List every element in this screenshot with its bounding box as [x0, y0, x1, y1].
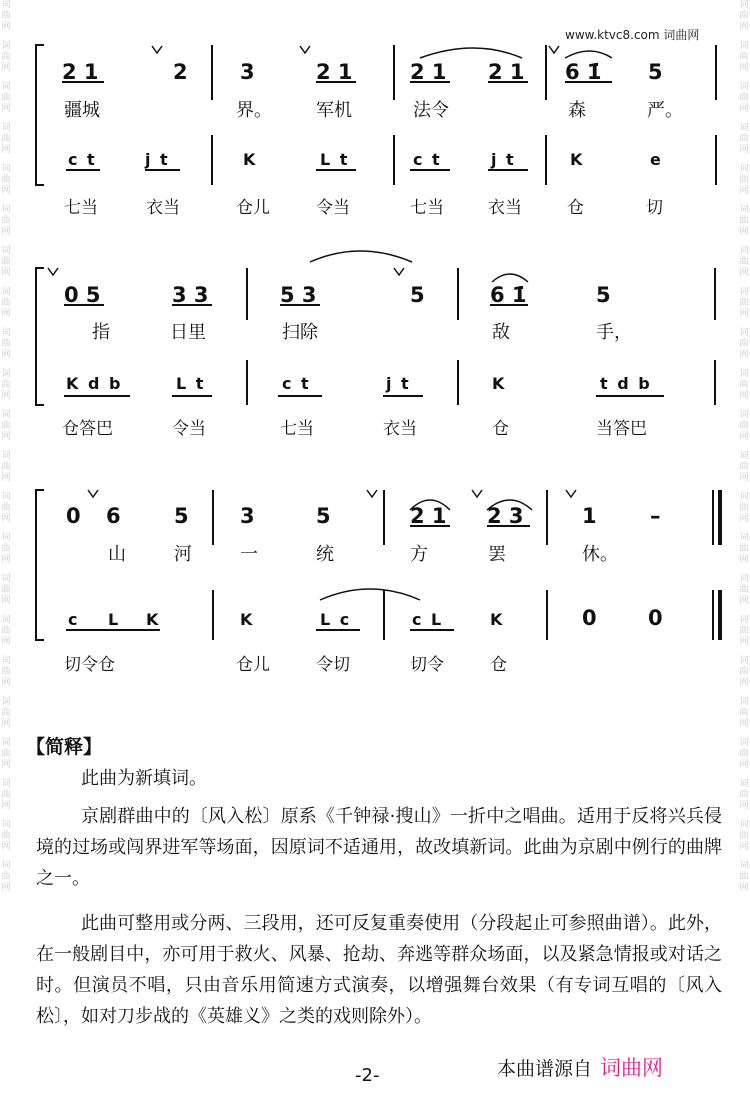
watermark-char: 曲	[739, 52, 749, 62]
percussion-symbol: L t	[176, 374, 206, 393]
watermark-char: 曲	[739, 503, 749, 513]
percussion-symbol: K	[570, 150, 585, 169]
note: 6	[106, 504, 121, 528]
watermark-char: 词	[739, 0, 749, 10]
watermark-glyph	[738, 861, 750, 894]
percussion-symbol: t d b	[600, 374, 652, 393]
percussion-symbol: c t	[282, 374, 311, 393]
watermark-char: 词	[1, 369, 11, 379]
watermark-char: 词	[739, 574, 749, 584]
watermark-char: 网	[1, 104, 11, 114]
watermark-glyph	[0, 779, 12, 812]
breath-mark	[88, 490, 98, 497]
watermark-char: 网	[1, 145, 11, 155]
breath-mark	[152, 46, 162, 53]
watermark-char: 网	[739, 309, 749, 319]
slur	[320, 589, 420, 600]
slur	[565, 51, 612, 58]
lyric: 一	[240, 544, 258, 565]
watermark-char: 网	[1, 514, 11, 524]
syllable: 仓	[490, 655, 507, 675]
source-credit	[497, 1052, 663, 1082]
watermark-char: 曲	[1, 175, 11, 185]
watermark-char: 曲	[1, 298, 11, 308]
syllable: 衣当	[146, 198, 180, 218]
note: 2 1	[410, 60, 447, 84]
lyric: 界。	[236, 100, 272, 121]
watermark-char: 词	[1, 123, 11, 133]
watermark-char: 曲	[739, 667, 749, 677]
watermark-char: 网	[1, 678, 11, 688]
lyric: 日里	[170, 322, 206, 343]
syllable: 仓儿	[236, 655, 270, 675]
watermark-char: 网	[739, 391, 749, 401]
watermark-char: 网	[739, 350, 749, 360]
watermark-char: 词	[1, 410, 11, 420]
watermark-char: 网	[739, 104, 749, 114]
watermark-char: 词	[739, 820, 749, 830]
watermark-char: 曲	[1, 503, 11, 513]
note: 0 5	[64, 283, 101, 307]
note: 2 1	[316, 60, 353, 84]
syllable: 切	[646, 198, 663, 218]
watermark-char: 网	[1, 637, 11, 647]
note: 5	[316, 504, 331, 528]
syllable: 令切	[316, 655, 350, 675]
percussion-symbol: c	[68, 610, 80, 629]
watermark-char: 网	[1, 268, 11, 278]
note: 5	[596, 283, 611, 307]
notes-paragraph: 京剧群曲中的〔风入松〕原系《千钟禄·搜山》一折中之唱曲。适用于反将兴兵侵境的过场或闯界进军等场面，因原词不适通用，故改填新词。此曲为京剧中例行的曲牌之一。	[36, 806, 722, 889]
percussion-symbol: K	[146, 610, 161, 629]
watermark-char: 词	[739, 492, 749, 502]
watermark-char: 曲	[1, 380, 11, 390]
watermark-char: 网	[1, 227, 11, 237]
watermark-char: 曲	[739, 380, 749, 390]
lyric: 森	[568, 100, 586, 121]
watermark-char: 词	[739, 246, 749, 256]
note: 2 3	[487, 504, 524, 528]
watermark-char: 网	[1, 555, 11, 565]
percussion-symbol: K	[492, 374, 507, 393]
note: 5	[410, 283, 425, 307]
watermark-char: 曲	[1, 462, 11, 472]
lyric: 敌	[492, 322, 510, 343]
breath-mark	[367, 490, 377, 497]
lyric: 手，	[596, 322, 632, 343]
watermark-char: 词	[1, 0, 11, 10]
syllable: 七当	[410, 198, 444, 218]
note: 5	[648, 60, 663, 84]
syllable: 切令	[410, 655, 444, 675]
percussion-symbol: L t	[320, 150, 350, 169]
watermark-char: 曲	[739, 626, 749, 636]
watermark-glyph	[738, 820, 750, 853]
percussion-symbol: L	[108, 610, 121, 629]
syllable: 仓儿	[236, 198, 270, 218]
watermark-char: 网	[739, 473, 749, 483]
watermark-char: 词	[1, 328, 11, 338]
watermark-char: 网	[1, 63, 11, 73]
watermark-char: 词	[1, 533, 11, 543]
watermark-char: 曲	[1, 667, 11, 677]
lyric: 扫除	[282, 322, 318, 343]
watermark-char: 曲	[1, 421, 11, 431]
lyric: 指	[92, 322, 110, 343]
watermark-char: 词	[739, 533, 749, 543]
syllable: 仓	[492, 419, 509, 439]
percussion-symbol: K	[490, 610, 505, 629]
note: 2 1	[410, 504, 447, 528]
watermark-char: 词	[1, 205, 11, 215]
system-3-brace	[36, 490, 44, 640]
lyric: 罢	[488, 544, 506, 565]
watermark-glyph	[0, 738, 12, 771]
watermark-char: 网	[739, 432, 749, 442]
syllable: 仓	[567, 198, 584, 218]
watermark-char: 词	[739, 656, 749, 666]
watermark-char: 曲	[739, 749, 749, 759]
watermark-char: 词	[739, 205, 749, 215]
watermark-char: 词	[1, 492, 11, 502]
note: 6 1̇	[490, 283, 527, 307]
lyric: 军机	[316, 100, 352, 121]
watermark-char: 曲	[1, 790, 11, 800]
slur	[420, 48, 522, 58]
watermark-char: 网	[739, 801, 749, 811]
watermark-char: 曲	[1, 544, 11, 554]
note: –	[650, 504, 661, 528]
watermark-char: 曲	[739, 339, 749, 349]
watermark-char: 曲	[739, 421, 749, 431]
note: 3 3	[172, 283, 209, 307]
watermark-char: 词	[739, 328, 749, 338]
watermark-char: 词	[1, 287, 11, 297]
note: 5	[174, 504, 189, 528]
note: 0	[66, 504, 81, 528]
note: 3	[240, 60, 255, 84]
watermark-char: 曲	[739, 216, 749, 226]
page-number: -2-	[355, 1065, 380, 1086]
watermark-char: 网	[1, 432, 11, 442]
percussion-symbol: K d b	[66, 374, 123, 393]
percussion-symbol: j t	[145, 150, 170, 169]
percussion-symbol: c t	[68, 150, 97, 169]
watermark-char: 曲	[1, 134, 11, 144]
watermark-char: 曲	[739, 257, 749, 267]
watermark-char: 词	[739, 697, 749, 707]
watermark-char: 曲	[739, 708, 749, 718]
notes-heading: 【简释】	[26, 736, 103, 758]
watermark-char: 曲	[739, 790, 749, 800]
watermark-char: 曲	[1, 93, 11, 103]
watermark-glyph	[738, 779, 750, 812]
watermark-char: 网	[739, 842, 749, 852]
note: 2 1	[488, 60, 525, 84]
source-label: 本曲谱源自	[497, 1058, 593, 1080]
syllable: 当答巴	[596, 419, 647, 439]
percussion-symbol: K	[240, 610, 255, 629]
watermark-char: 词	[739, 164, 749, 174]
percussion-symbol: e	[650, 150, 663, 169]
note: 2 1	[62, 60, 99, 84]
watermark-char: 网	[1, 801, 11, 811]
system-1-brace	[36, 45, 44, 185]
watermark-char: 词	[1, 574, 11, 584]
watermark-char: 曲	[1, 626, 11, 636]
watermark-char: 网	[739, 63, 749, 73]
rest-zero: 0	[648, 606, 663, 630]
watermark-char: 词	[739, 123, 749, 133]
watermark-char: 词	[739, 779, 749, 789]
note: 1	[582, 504, 597, 528]
watermark-char: 词	[1, 615, 11, 625]
watermark-char: 词	[1, 861, 11, 871]
watermark-char: 词	[1, 82, 11, 92]
watermark-char: 网	[739, 678, 749, 688]
watermark-char: 曲	[739, 93, 749, 103]
watermark-char: 曲	[739, 175, 749, 185]
watermark-char: 词	[1, 779, 11, 789]
watermark-char: 词	[1, 697, 11, 707]
watermark-char: 曲	[739, 134, 749, 144]
breath-mark	[549, 46, 559, 53]
watermark-char: 网	[739, 227, 749, 237]
watermark-char: 网	[739, 186, 749, 196]
syllable: 切令仓	[64, 655, 115, 675]
watermark-char: 词	[1, 451, 11, 461]
syllable: 衣当	[383, 419, 417, 439]
notes-paragraph: 此曲为新填词。	[81, 768, 207, 789]
watermark-char: 曲	[1, 831, 11, 841]
watermark-char: 曲	[739, 585, 749, 595]
watermark-char: 曲	[1, 585, 11, 595]
rest-zero: 0	[582, 606, 597, 630]
watermark-char: 曲	[739, 544, 749, 554]
watermark-char: 曲	[739, 872, 749, 882]
watermark-glyph	[738, 697, 750, 730]
breath-mark	[48, 268, 58, 275]
watermark-char: 词	[739, 861, 749, 871]
watermark-char: 词	[739, 41, 749, 51]
percussion-symbol: c L	[412, 610, 444, 629]
lyric: 统	[316, 544, 334, 565]
breath-mark	[472, 490, 482, 497]
watermark-char: 曲	[739, 462, 749, 472]
syllable: 令当	[316, 198, 350, 218]
watermark-char: 网	[1, 186, 11, 196]
slur	[492, 274, 528, 282]
watermark-char: 网	[739, 555, 749, 565]
watermark-char: 词	[1, 164, 11, 174]
watermark-char: 词	[1, 656, 11, 666]
lyric: 河	[174, 544, 192, 565]
watermark-char: 网	[1, 350, 11, 360]
syllable: 衣当	[488, 198, 522, 218]
lyric: 方	[410, 544, 428, 565]
watermark-char: 词	[1, 738, 11, 748]
percussion-symbol: c t	[413, 150, 442, 169]
note: 3	[240, 504, 255, 528]
watermark-char: 网	[739, 145, 749, 155]
note: 6 1̇	[565, 60, 602, 84]
watermark-glyph	[0, 820, 12, 853]
source-brand: 词曲网	[600, 1056, 664, 1080]
watermark-char: 网	[1, 760, 11, 770]
note: 5 3	[280, 283, 317, 307]
watermark-char: 曲	[1, 749, 11, 759]
lyric: 严。	[647, 100, 683, 121]
watermark-glyph	[0, 861, 12, 894]
watermark-char: 网	[739, 719, 749, 729]
watermark-char: 曲	[1, 339, 11, 349]
percussion-symbol: L c	[320, 610, 352, 629]
watermark-char: 网	[739, 883, 749, 893]
watermark-char: 曲	[739, 298, 749, 308]
watermark-char: 曲	[1, 257, 11, 267]
watermark-char: 网	[1, 596, 11, 606]
watermark-char: 网	[739, 514, 749, 524]
watermark-char: 网	[739, 596, 749, 606]
watermark-char: 曲	[1, 11, 11, 21]
watermark-char: 曲	[739, 11, 749, 21]
watermark-char: 网	[739, 760, 749, 770]
slur	[310, 251, 412, 262]
watermark-char: 网	[739, 268, 749, 278]
notes-paragraph: 此曲可整用或分两、三段用，还可反复重奏使用（分段起止可参照曲谱）。此外，在一般剧目中，亦可用于救火、风暴、抢劫、奔逃等群众场面，以及紧急情报或对话之时。但演员不唱，只由音乐用简速方式演奏，以增强舞台效果（有专词互唱的〔风入松〕，如对刀步战的《英雄义》之类的戏则除外）。	[36, 913, 722, 1027]
watermark-char: 网	[1, 391, 11, 401]
lyric: 法令	[413, 100, 449, 121]
watermark-char: 网	[739, 22, 749, 32]
watermark-char: 词	[739, 615, 749, 625]
percussion-symbol: j t	[491, 150, 516, 169]
watermark-char: 网	[1, 883, 11, 893]
watermark-char: 词	[739, 82, 749, 92]
watermark-glyph	[738, 738, 750, 771]
watermark-char: 曲	[739, 831, 749, 841]
lyric: 休。	[582, 544, 618, 565]
watermark-char: 词	[739, 287, 749, 297]
watermark-char: 词	[739, 410, 749, 420]
watermark-char: 词	[739, 738, 749, 748]
watermark-char: 网	[1, 473, 11, 483]
watermark-char: 网	[1, 22, 11, 32]
watermark-char: 词	[739, 369, 749, 379]
watermark-char: 曲	[1, 216, 11, 226]
watermark-char: 词	[1, 41, 11, 51]
watermark-char: 词	[1, 246, 11, 256]
syllable: 仓答巴	[62, 419, 113, 439]
watermark-glyph	[0, 697, 12, 730]
watermark-char: 词	[739, 451, 749, 461]
lyric: 山	[108, 544, 126, 565]
watermark-char: 网	[1, 309, 11, 319]
breath-mark	[300, 46, 310, 53]
note: 2	[173, 60, 188, 84]
breath-mark	[566, 490, 576, 497]
percussion-symbol: K	[243, 150, 258, 169]
system-2-brace	[36, 268, 44, 405]
watermark-char: 曲	[1, 872, 11, 882]
site-url-header: www.ktvc8.com 词曲网	[565, 28, 700, 42]
syllable: 七当	[64, 198, 98, 218]
breath-mark	[394, 268, 404, 275]
syllable: 令当	[172, 419, 206, 439]
percussion-symbol: j t	[386, 374, 411, 393]
watermark-char: 曲	[1, 52, 11, 62]
watermark-char: 网	[739, 637, 749, 647]
watermark-char: 网	[1, 842, 11, 852]
watermark-char: 词	[1, 820, 11, 830]
watermark-char: 网	[1, 719, 11, 729]
watermark-char: 曲	[1, 708, 11, 718]
syllable: 七当	[280, 419, 314, 439]
lyric: 疆城	[64, 100, 100, 121]
